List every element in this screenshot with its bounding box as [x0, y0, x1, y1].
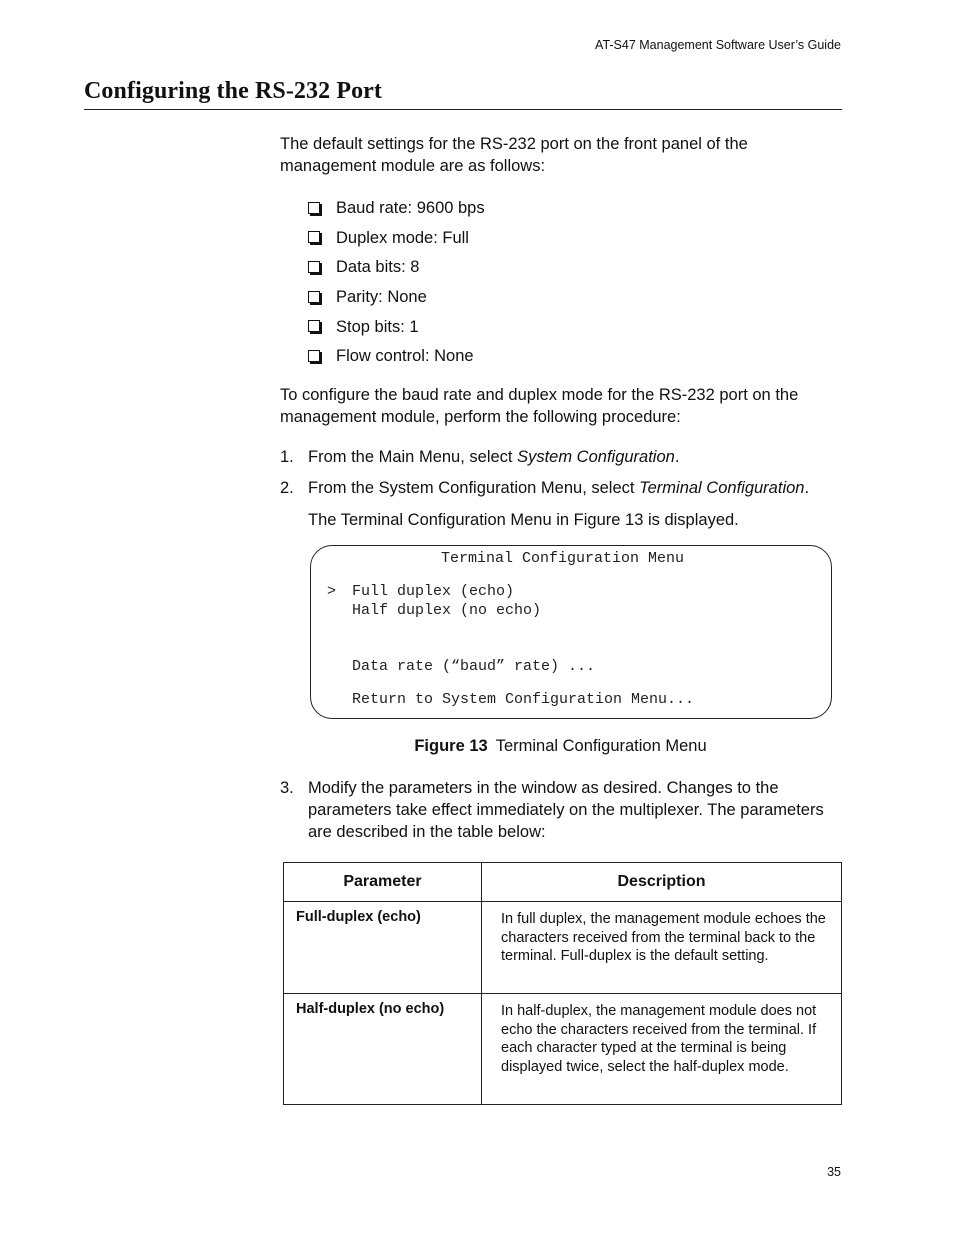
default-settings-list: [308, 194, 485, 372]
procedure-intro: To configure the baud rate and duplex mode for the RS-232 port on the management module, perform the following procedure:: [280, 386, 799, 426]
table-header-row: [284, 863, 842, 902]
checkbox-bullet-icon: [308, 350, 320, 362]
list-item: Parity: None: [308, 283, 485, 313]
list-item: Duplex mode: Full: [308, 224, 485, 254]
figure-caption-text: Terminal Configuration Menu: [495, 737, 707, 755]
list-item: Stop bits: 1: [308, 312, 485, 342]
parameter-name: Half-duplex (no echo): [284, 994, 482, 1105]
parameter-description: In full duplex, the management module echoes the characters received from the terminal back to the terminal. Full-duplex is the default setting.: [482, 902, 842, 994]
terminal-option-return: Return to System Configuration Menu...: [352, 691, 695, 708]
page-number: 35: [827, 1165, 841, 1179]
list-item: Data bits: 8: [308, 253, 485, 283]
table-row: [284, 902, 842, 994]
checkbox-bullet-icon: [308, 202, 320, 214]
terminal-cursor: >: [327, 583, 337, 600]
table-row: [284, 994, 842, 1105]
step-2: 2. From the System Configuration Menu, select Terminal Configuration.: [280, 479, 810, 497]
checkbox-bullet-icon: [308, 320, 320, 332]
terminal-menu-figure: [310, 545, 832, 719]
terminal-option-full-duplex: Full duplex (echo): [352, 583, 515, 600]
running-header: AT-S47 Management Software User’s Guide: [595, 38, 841, 52]
procedure-steps: [280, 446, 845, 531]
step-2-note: The Terminal Configuration Menu in Figure 13 is displayed.: [308, 511, 739, 529]
list-item: Baud rate: 9600 bps: [308, 194, 485, 224]
step-1: 1. From the Main Menu, select System Configuration.: [280, 448, 680, 466]
figure-label: Figure 13: [414, 737, 488, 755]
column-header-description: Description: [482, 863, 842, 902]
parameter-table: [283, 862, 842, 1105]
checkbox-bullet-icon: [308, 261, 320, 273]
procedure-steps-continued: [280, 777, 845, 843]
parameter-description: In half-duplex, the management module does not echo the characters received from the terminal. If each character typed at the terminal is being displayed twice, select the half-duplex mode.: [482, 994, 842, 1105]
step-3: 3. Modify the parameters in the window as desired. Changes to the parameters take effect immediately on the multiplexer. The parameters are described in the table below:: [280, 779, 824, 841]
terminal-title: Terminal Configuration Menu: [441, 550, 685, 567]
checkbox-bullet-icon: [308, 231, 320, 243]
list-item: Flow control: None: [308, 342, 485, 372]
section-title: Configuring the RS-232 Port: [84, 78, 842, 110]
terminal-option-data-rate: Data rate (“baud” rate) ...: [352, 658, 596, 675]
column-header-parameter: Parameter: [284, 863, 482, 902]
figure-caption: [0, 737, 954, 756]
terminal-option-half-duplex: Half duplex (no echo): [352, 602, 542, 619]
intro-paragraph: The default settings for the RS-232 port on the front panel of the management module are as follows:: [280, 135, 748, 175]
parameter-name: Full-duplex (echo): [284, 902, 482, 994]
checkbox-bullet-icon: [308, 291, 320, 303]
